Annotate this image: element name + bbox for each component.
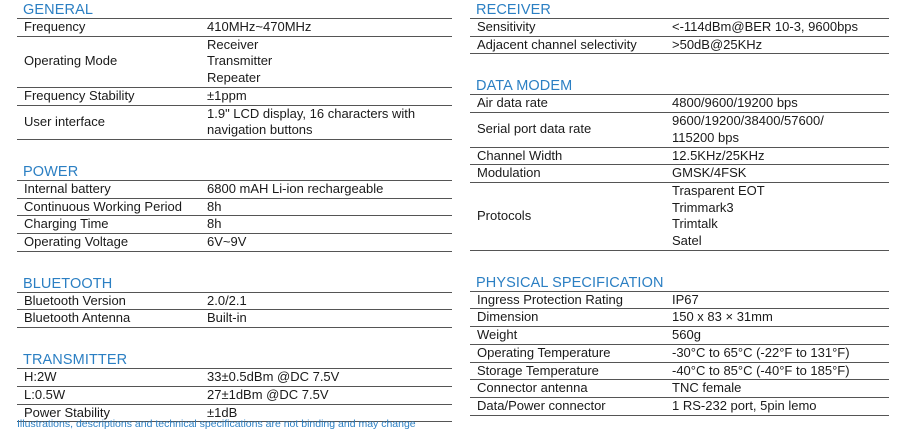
- spec-value-line: TNC female: [672, 380, 742, 396]
- spec-value: [672, 148, 889, 165]
- spec-value-line: 9600/19200/38400/57600/: [672, 113, 824, 129]
- disclaimer-footer: Illustrations, descriptions and technical specifications are not binding and may change: [17, 418, 416, 430]
- spec-value: [672, 309, 889, 326]
- spec-row-storage-temperature: [470, 363, 889, 381]
- spec-value: [672, 327, 889, 344]
- spec-row-ingress-protection-rating: [470, 292, 889, 310]
- spec-label: Storage Temperature: [477, 362, 599, 378]
- spec-value: [672, 292, 889, 309]
- spec-value-line: 33±0.5dBm @DC 7.5V: [207, 369, 340, 385]
- spec-row-protocols: [470, 183, 889, 251]
- spec-label: Weight: [477, 327, 518, 343]
- spec-value-line: Trimmark3: [672, 199, 734, 215]
- spec-value-line: 6V~9V: [207, 234, 247, 250]
- spec-value-line: Trasparent EOT: [672, 182, 765, 198]
- spec-row-internal-battery: [17, 181, 452, 199]
- spec-value-line: Built-in: [207, 310, 247, 326]
- spec-value: [672, 37, 889, 54]
- section-transmitter: [17, 350, 452, 422]
- spec-label: Modulation: [477, 165, 541, 181]
- spec-row-charging-time: [17, 216, 452, 234]
- spec-value-line: IP67: [672, 291, 699, 307]
- spec-value: [207, 181, 452, 198]
- spec-row-h-2w: [17, 369, 452, 387]
- spec-label: Frequency Stability: [24, 87, 135, 103]
- spec-row-weight: [470, 327, 889, 345]
- section-gap: [17, 140, 452, 162]
- spec-value-line: Receiver: [207, 36, 259, 52]
- section-title: BLUETOOTH: [17, 274, 452, 293]
- spec-value-line: <-114dBm@BER 10-3, 9600bps: [672, 19, 859, 34]
- spec-value-line: 150 x 83 × 31mm: [672, 309, 773, 325]
- spec-row-adjacent-channel-selectivity: [470, 37, 889, 55]
- spec-value: [672, 113, 889, 146]
- spec-row-channel-width: [470, 148, 889, 166]
- spec-value: [672, 95, 889, 112]
- section-title: PHYSICAL SPECIFICATION: [470, 273, 889, 292]
- spec-value: [672, 165, 889, 182]
- spec-value-line: 560g: [672, 327, 701, 343]
- spec-row-air-data-rate: [470, 95, 889, 113]
- spec-label: Sensitivity: [477, 19, 536, 34]
- spec-value: [207, 387, 452, 404]
- spec-value-line: ±1dB: [207, 404, 238, 420]
- spec-value: [207, 234, 452, 251]
- section-bluetooth: [17, 274, 452, 328]
- section-title: POWER: [17, 162, 452, 181]
- spec-value: [672, 363, 889, 380]
- spec-value-line: 410MHz~470MHz: [207, 19, 312, 34]
- spec-row-frequency-stability: [17, 88, 452, 106]
- spec-value-line: 8h: [207, 216, 222, 232]
- spec-value: [207, 293, 452, 310]
- spec-label: Bluetooth Version: [24, 292, 126, 308]
- spec-label: Channel Width: [477, 147, 563, 163]
- spec-value: [207, 37, 452, 87]
- spec-value-line: -30°C to 65°C (-22°F to 131°F): [672, 344, 850, 360]
- spec-label: User interface: [24, 113, 105, 129]
- spec-label: H:2W: [24, 369, 57, 385]
- spec-value-line: 8h: [207, 198, 222, 214]
- spec-label: Connector antenna: [477, 380, 588, 396]
- spec-value-line: Trimtalk: [672, 216, 718, 232]
- right-column: [470, 0, 889, 416]
- section-physical-specification: [470, 273, 889, 416]
- spec-value: [672, 345, 889, 362]
- spec-value-line: navigation buttons: [207, 122, 313, 138]
- spec-value-line: 4800/9600/19200 bps: [672, 95, 798, 111]
- spec-row-operating-mode: [17, 37, 452, 88]
- spec-label: L:0.5W: [24, 386, 66, 402]
- spec-row-sensitivity: [470, 19, 889, 37]
- spec-value: [207, 216, 452, 233]
- spec-value-line: Satel: [672, 233, 702, 249]
- spec-row-modulation: [470, 165, 889, 183]
- spec-label: Protocols: [477, 207, 532, 223]
- spec-value-line: >50dB@25KHz: [672, 36, 763, 52]
- spec-row-bluetooth-antenna: [17, 310, 452, 328]
- spec-row-operating-voltage: [17, 234, 452, 252]
- section-general: [17, 0, 452, 140]
- spec-row-frequency: [17, 19, 452, 37]
- left-column: [17, 0, 452, 422]
- spec-row-serial-port-data-rate: [470, 113, 889, 147]
- spec-value: [207, 199, 452, 216]
- spec-label: Operating Temperature: [477, 344, 611, 360]
- section-receiver: [470, 0, 889, 54]
- spec-label: Internal battery: [24, 180, 111, 196]
- spec-value: [207, 310, 452, 327]
- spec-value-line: 1 RS-232 port, 5pin lemo: [672, 397, 817, 413]
- spec-value-line: Transmitter: [207, 53, 273, 69]
- spec-value-line: Repeater: [207, 70, 261, 86]
- spec-label: Continuous Working Period: [24, 198, 183, 214]
- spec-label: Data/Power connector: [477, 397, 606, 413]
- spec-value: [207, 369, 452, 386]
- section-power: [17, 162, 452, 252]
- spec-row-continuous-working-period: [17, 199, 452, 217]
- spec-value: [672, 380, 889, 397]
- spec-label: Adjacent channel selectivity: [477, 36, 637, 52]
- spec-label: Charging Time: [24, 216, 109, 232]
- section-gap: [17, 252, 452, 274]
- spec-row-dimension: [470, 309, 889, 327]
- spec-value-line: 12.5KHz/25KHz: [672, 147, 765, 163]
- spec-label: Serial port data rate: [477, 121, 592, 137]
- spec-value: [672, 19, 889, 36]
- spec-value-line: 6800 mAH Li-ion rechargeable: [207, 180, 384, 196]
- spec-value: [672, 183, 889, 250]
- spec-row-connector-antenna: [470, 380, 889, 398]
- spec-row-data-power-connector: [470, 398, 889, 416]
- spec-row-l-0-5w: [17, 387, 452, 405]
- spec-label: Power Stability: [24, 404, 110, 420]
- section-gap: [17, 328, 452, 350]
- section-gap: [470, 251, 889, 273]
- spec-value-line: 115200 bps: [672, 129, 739, 145]
- spec-value-line: 2.0/2.1: [207, 292, 247, 308]
- spec-row-user-interface: [17, 106, 452, 140]
- spec-label: Ingress Protection Rating: [477, 291, 623, 307]
- spec-value: [207, 19, 452, 36]
- spec-row-bluetooth-version: [17, 293, 452, 311]
- section-title: GENERAL: [17, 0, 452, 19]
- spec-value: [207, 88, 452, 105]
- spec-value-line: ±1ppm: [207, 87, 247, 103]
- spec-value-line: 1.9" LCD display, 16 characters with: [207, 105, 416, 121]
- section-title: TRANSMITTER: [17, 350, 452, 369]
- section-data-modem: [470, 76, 889, 250]
- spec-label: Bluetooth Antenna: [24, 310, 131, 326]
- spec-label: Air data rate: [477, 95, 548, 111]
- spec-value-line: GMSK/4FSK: [672, 165, 747, 181]
- spec-label: Frequency: [24, 19, 86, 34]
- spec-label: Dimension: [477, 309, 539, 325]
- section-title: DATA MODEM: [470, 76, 889, 95]
- spec-value-line: -40°C to 85°C (-40°F to 185°F): [672, 362, 850, 378]
- spec-label: Operating Mode: [24, 53, 118, 69]
- spec-value: [672, 398, 889, 415]
- spec-row-operating-temperature: [470, 345, 889, 363]
- section-gap: [470, 54, 889, 76]
- spec-value: [207, 106, 452, 139]
- spec-label: Operating Voltage: [24, 234, 129, 250]
- spec-value-line: 27±1dBm @DC 7.5V: [207, 386, 329, 402]
- section-title: RECEIVER: [470, 0, 889, 19]
